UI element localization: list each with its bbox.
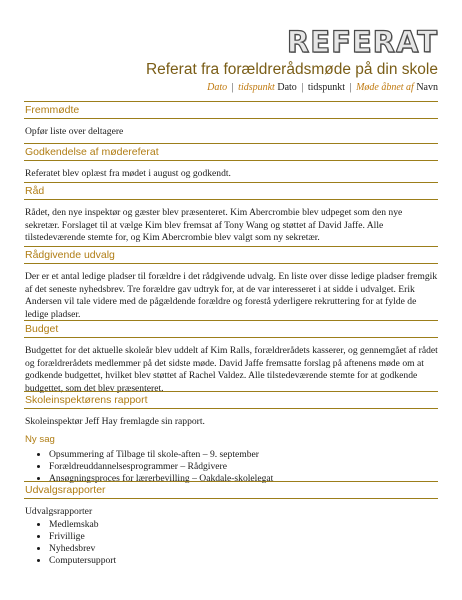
document-subtitle: Referat fra forældrerådsmøde på din skole <box>145 61 438 78</box>
list-item[interactable]: • Ansøgningsproces for lærerbevilling – Oakdale-skolelegat <box>49 473 438 485</box>
opened-by-value[interactable]: Navn <box>416 82 438 93</box>
meeting-meta-line <box>207 82 438 93</box>
section-heading: Rådgivende udvalg <box>24 246 438 264</box>
section-heading: Budget <box>24 320 438 338</box>
list-item[interactable]: • Opsummering af Tilbage til skole-aften – 9. september <box>49 449 438 461</box>
section-heading: Udvalgsrapporter <box>24 481 438 499</box>
section-text[interactable]: Udvalgsrapporter <box>25 506 93 517</box>
section-advisory <box>24 246 438 321</box>
list-item[interactable]: • Medlemskab <box>49 519 438 531</box>
document-logo: REFERAT <box>286 25 438 59</box>
section-committee-reports <box>24 481 438 567</box>
section-attendees <box>24 101 438 139</box>
section-heading: Godkendelse af mødereferat <box>24 143 438 161</box>
section-heading: Fremmødte <box>24 101 438 119</box>
meta-separator: | <box>231 82 234 93</box>
list-item[interactable]: • Nyhedsbrev <box>49 543 438 555</box>
list-item[interactable]: • Frivillige <box>49 531 438 543</box>
section-approval <box>24 143 438 181</box>
new-business-subheading: Ny sag <box>25 433 55 445</box>
list-item[interactable]: • Forældreuddannelsesprogrammer – Rådgivere <box>49 461 438 473</box>
meta-separator: | <box>301 82 304 93</box>
section-text[interactable]: Referatet blev oplæst fra mødet i august og godkendt. <box>25 168 231 179</box>
section-principal-report <box>24 391 438 485</box>
section-text[interactable]: Der er et antal ledige pladser til forældre i det rådgivende udvalg. En liste over disse ledige pladser fremgik af det seneste nyhedsbrev. Tre forældre gav udtryk for, at de var interesseret i at sidde i udvalget. Erik Andersen vil tale videre med de pågældende forældre og forestå yderligere rekruttering for at fylde de ledige pladser. <box>25 271 438 320</box>
new-business-list <box>25 449 438 485</box>
committee-list <box>25 519 438 567</box>
section-text[interactable]: Opfør liste over deltagere <box>25 126 124 137</box>
section-board <box>24 182 438 245</box>
time-value[interactable]: tidspunkt <box>307 82 346 93</box>
section-heading: Råd <box>24 182 438 200</box>
date-label: Dato <box>207 82 228 93</box>
date-value[interactable]: Dato <box>277 82 297 93</box>
time-label: tidspunkt <box>238 82 275 93</box>
meta-separator: | <box>349 82 352 93</box>
opened-by-label: Møde åbnet af <box>356 82 414 93</box>
section-text[interactable]: Rådet, den nye inspektør og gæster blev præsenteret. Kim Abercrombie blev udpeget som den nye sekretær. Forslaget til at vælge Kim blev fremsat af Tony Wang og støttet af David Jaffe. Alle tilstedeværende stemte for, og Kim Abercrombie blev valgt som ny sekretær. <box>25 207 403 244</box>
section-text[interactable]: Budgettet for det aktuelle skoleår blev uddelt af Kim Ralls, forældrerådets kasserer, og gennemgået af rådet og forældrerådets medlemmer på det sidste møde. David Jaffe fremsatte forslag på aftenens møde om at godkende budgettet, hvilket blev støttet af Rachel Valdez. Alle tilstedeværende stemte for at godkende budgettet, som det blev præsenteret. <box>25 345 438 394</box>
list-item[interactable]: • Computersupport <box>49 555 438 567</box>
section-budget <box>24 320 438 395</box>
section-text[interactable]: Skoleinspektør Jeff Hay fremlagde sin rapport. <box>25 416 205 427</box>
section-heading: Skoleinspektørens rapport <box>24 391 438 409</box>
